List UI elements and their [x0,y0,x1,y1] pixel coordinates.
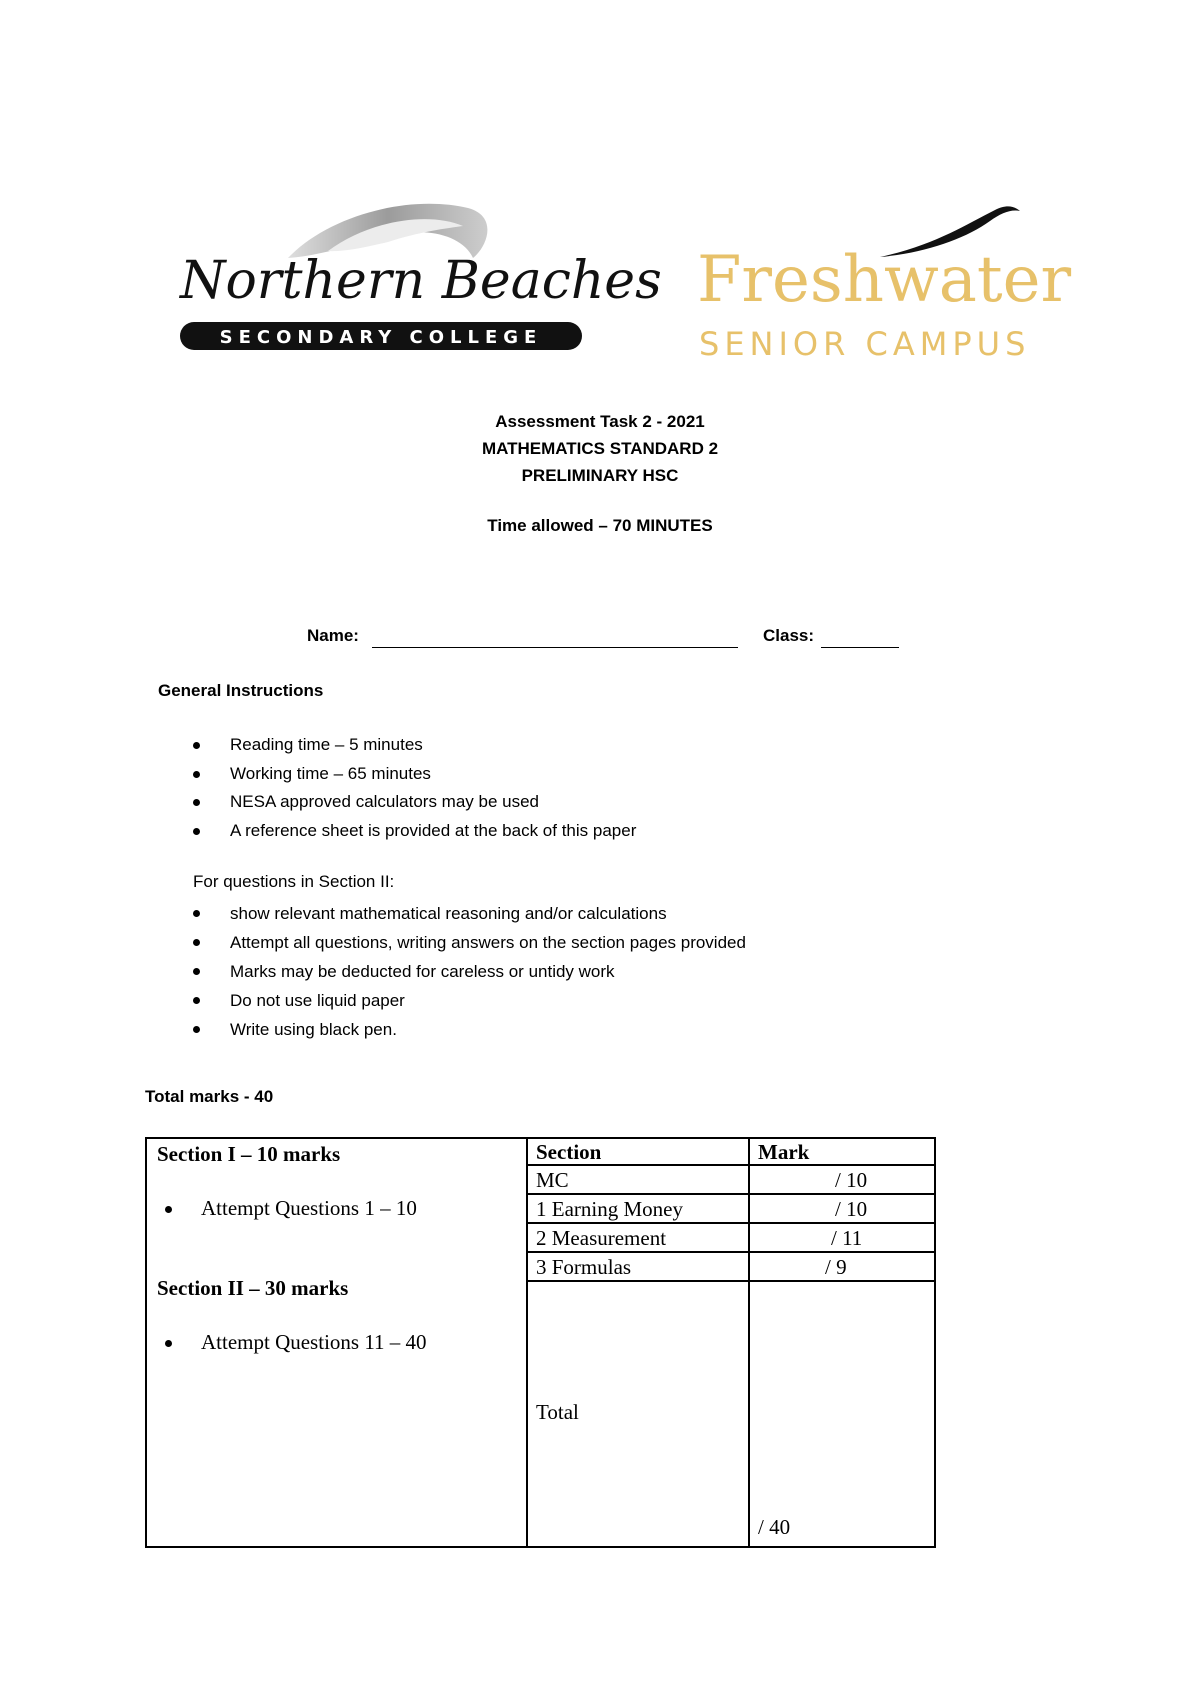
section1-item: Attempt Questions 1 – 10 [201,1196,417,1220]
list-item: Write using black pen. [190,1015,746,1044]
list-item: A reference sheet is provided at the back of this paper [190,817,636,846]
section2-title: Section II – 30 marks [157,1276,349,1300]
row-section: MC [536,1168,569,1192]
total-mark: / 40 [758,1515,791,1539]
logo-right-subtitle: SENIOR CAMPUS [699,325,1031,363]
logo-left-subtitle: SECONDARY COLLEGE [219,327,543,348]
row-divider [526,1251,936,1253]
task-title: Assessment Task 2 - 2021 [495,412,705,431]
freshwater-logo [695,205,1095,365]
row-section: 2 Measurement [536,1226,667,1250]
general-instructions-list [190,731,636,845]
row-section: 1 Earning Money [536,1197,683,1221]
class-label: Class: [763,626,815,645]
row-mark: / 11 [831,1226,863,1250]
logo-right-wordmark: Freshwater [697,243,1072,317]
list-item: Working time – 65 minutes [190,760,636,789]
row-section: 3 Formulas [536,1255,632,1279]
total-marks: Total marks - 40 [145,1087,274,1106]
row-divider [526,1280,936,1282]
header-section: Section [536,1140,602,1164]
marks-table [145,1137,936,1548]
northern-beaches-logo [178,196,662,356]
course-title: MATHEMATICS STANDARD 2 [481,439,719,458]
name-label: Name: [307,626,359,645]
time-allowed: Time allowed – 70 MINUTES [487,516,713,535]
section2-item: Attempt Questions 11 – 40 [201,1330,427,1354]
total-label: Total [536,1400,579,1424]
row-divider [526,1193,936,1195]
row-mark: / 10 [835,1197,868,1221]
course-level: PRELIMINARY HSC [521,466,679,485]
section2-instructions-label: For questions in Section II: [193,872,395,891]
row-divider [526,1222,936,1224]
table-divider [526,1137,528,1548]
list-item: show relevant mathematical reasoning and/or calculations [190,899,746,928]
section2-instructions-list [190,899,746,1044]
row-mark: / 9 [825,1255,847,1279]
list-item: Do not use liquid paper [190,986,746,1015]
table-divider [748,1137,750,1548]
header-mark: Mark [758,1140,810,1164]
list-item: Reading time – 5 minutes [190,731,636,760]
logo-left-wordmark: Northern Beaches [180,251,662,311]
list-item: NESA approved calculators may be used [190,788,636,817]
row-mark: / 10 [835,1168,868,1192]
section1-title: Section I – 10 marks [157,1142,341,1166]
name-field[interactable] [372,647,738,648]
general-instructions-title: General Instructions [158,681,324,700]
class-field[interactable] [821,647,899,648]
exam-heading [0,408,1200,489]
list-item: Attempt all questions, writing answers on the section pages provided [190,928,746,957]
list-item: Marks may be deducted for careless or untidy work [190,957,746,986]
